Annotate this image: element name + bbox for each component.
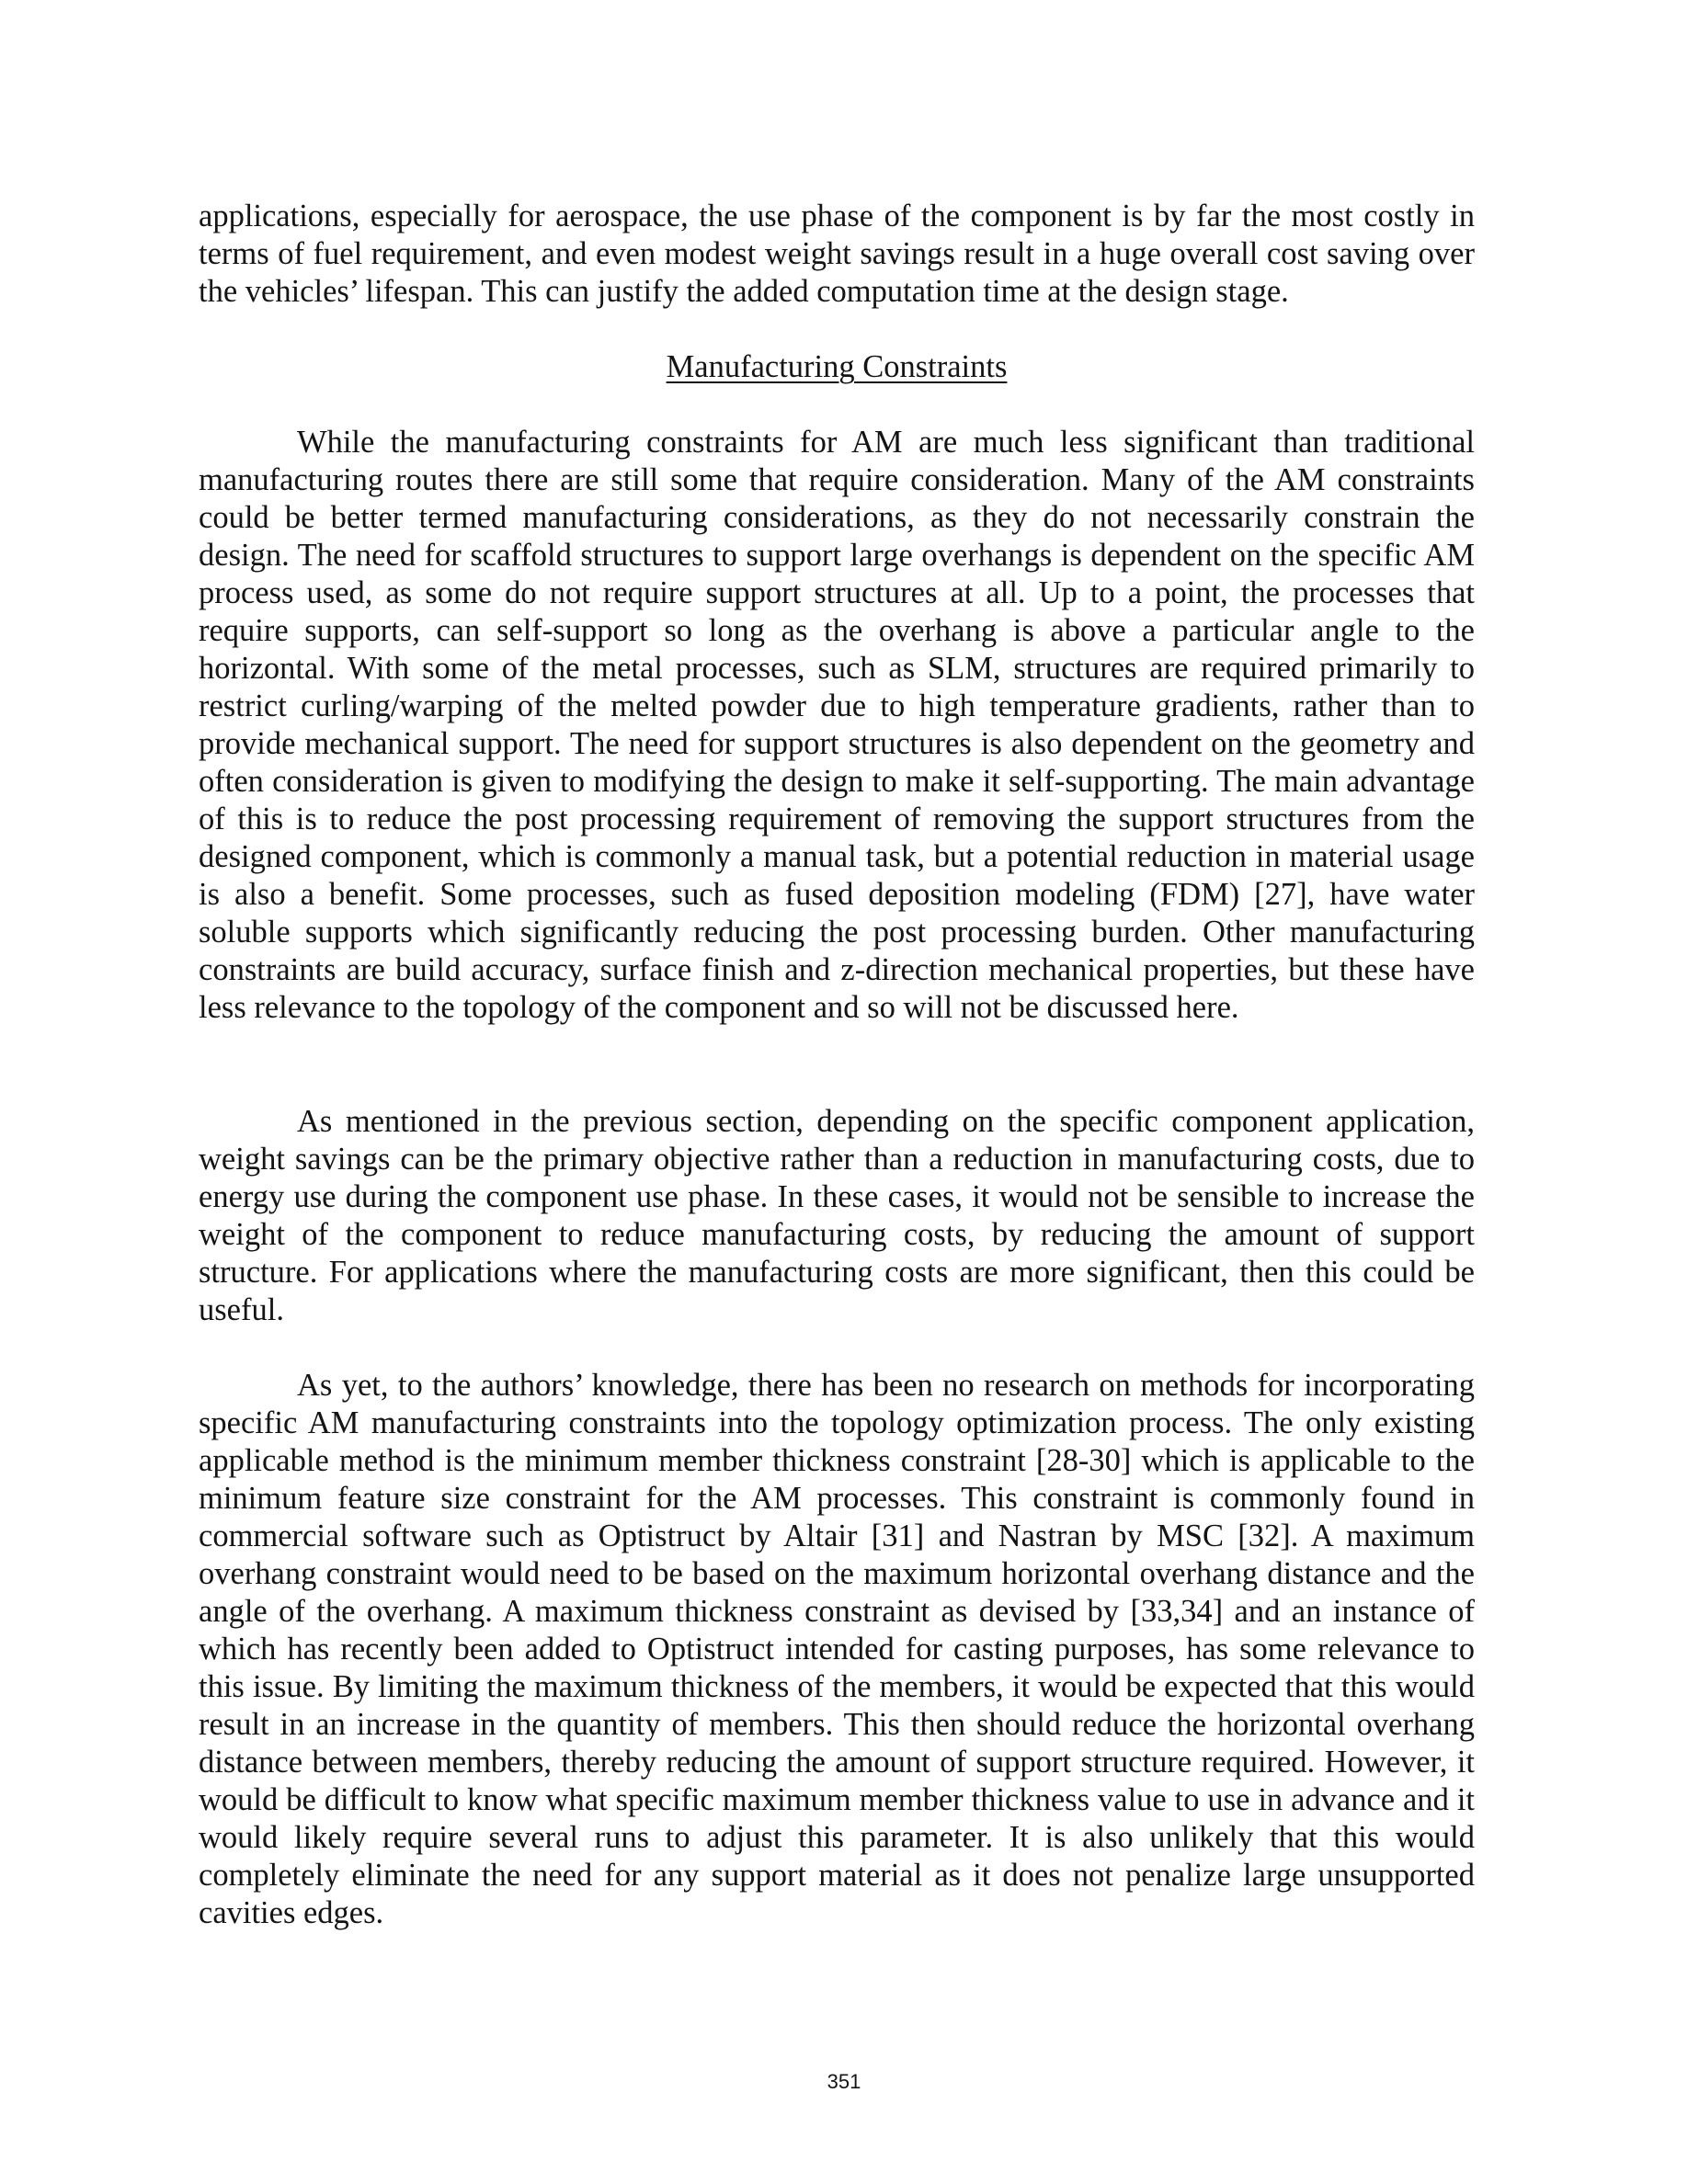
body-paragraph: As mentioned in the previous section, depending on the specific component application, weight savings can be the primary objective rather than a reduction in manufacturing costs, due to energy use during the component use phase. In these cases, it would not be sensible to increase the weight of the component to reduce manufacturing costs, by reducing the amount of support structure. For applications where the manufacturing costs are more significant, then this could be useful. xyxy=(199,1104,1475,1327)
body-paragraph: As yet, to the authors’ knowledge, there has been no research on methods for incorporating specific AM manufacturing constraints into the topology optimization process. The only existing applicable method is the minimum member thickness constraint [28-30] which is applicable to the minimum feature size constraint for the AM processes. This constraint is commonly found in commercial software such as Optistruct by Altair [31] and Nastran by MSC [32]. A maximum overhang constraint would need to be based on the maximum horizontal overhang distance and the angle of the overhang. A maximum thickness constraint as devised by [33,34] and an instance of which has recently been added to Optistruct intended for casting purposes, has some relevance to this issue. By limiting the maximum thickness of the members, it would be expected that this would result in an increase in the quantity of members. This then should reduce the horizontal overhang distance between members, thereby reducing the amount of support structure required. However, it would be difficult to know what specific maximum member thickness value to use in advance and it would likely require several runs to adjust this parameter. It is also unlikely that this would completely eliminate the need for any support material as it does not penalize large unsupported cavities edges. xyxy=(199,1368,1475,1930)
page-number: 351 xyxy=(827,2070,861,2093)
intro-paragraph: applications, especially for aerospace, the use phase of the component is by far the most costly in terms of fuel requirement, and even modest weight savings result in a huge overall cost saving over the vehicles’ lifespan. This can justify the added computation time at the design stage. xyxy=(199,199,1475,309)
section-heading: Manufacturing Constraints xyxy=(666,349,1008,384)
body-paragraph: While the manufacturing constraints for AM are much less significant than traditional manufacturing routes there are still some that require consideration. Many of the AM constraints could be better termed manufacturing considerations, as they do not necessarily constrain the design. The need for scaffold structures to support large overhangs is dependent on the specific AM process used, as some do not require support structures at all. Up to a point, the processes that require supports, can self-support so long as the overhang is above a particular angle to the horizontal. With some of the metal processes, such as SLM, structures are required primarily to restrict curling/warping of the melted powder due to high temperature gradients, rather than to provide mechanical support. The need for support structures is also dependent on the geometry and often consideration is given to modifying the design to make it self-supporting. The main advantage of this is to reduce the post processing requirement of removing the support structures from the designed component, which is commonly a manual task, but a potential reduction in material usage is also a benefit. Some processes, such as fused deposition modeling (FDM) [27], have water soluble supports which significantly reducing the post processing burden. Other manufacturing constraints are build accuracy, surface finish and z-direction mechanical properties, but these have less relevance to the topology of the component and so will not be discussed here. xyxy=(199,425,1475,1025)
